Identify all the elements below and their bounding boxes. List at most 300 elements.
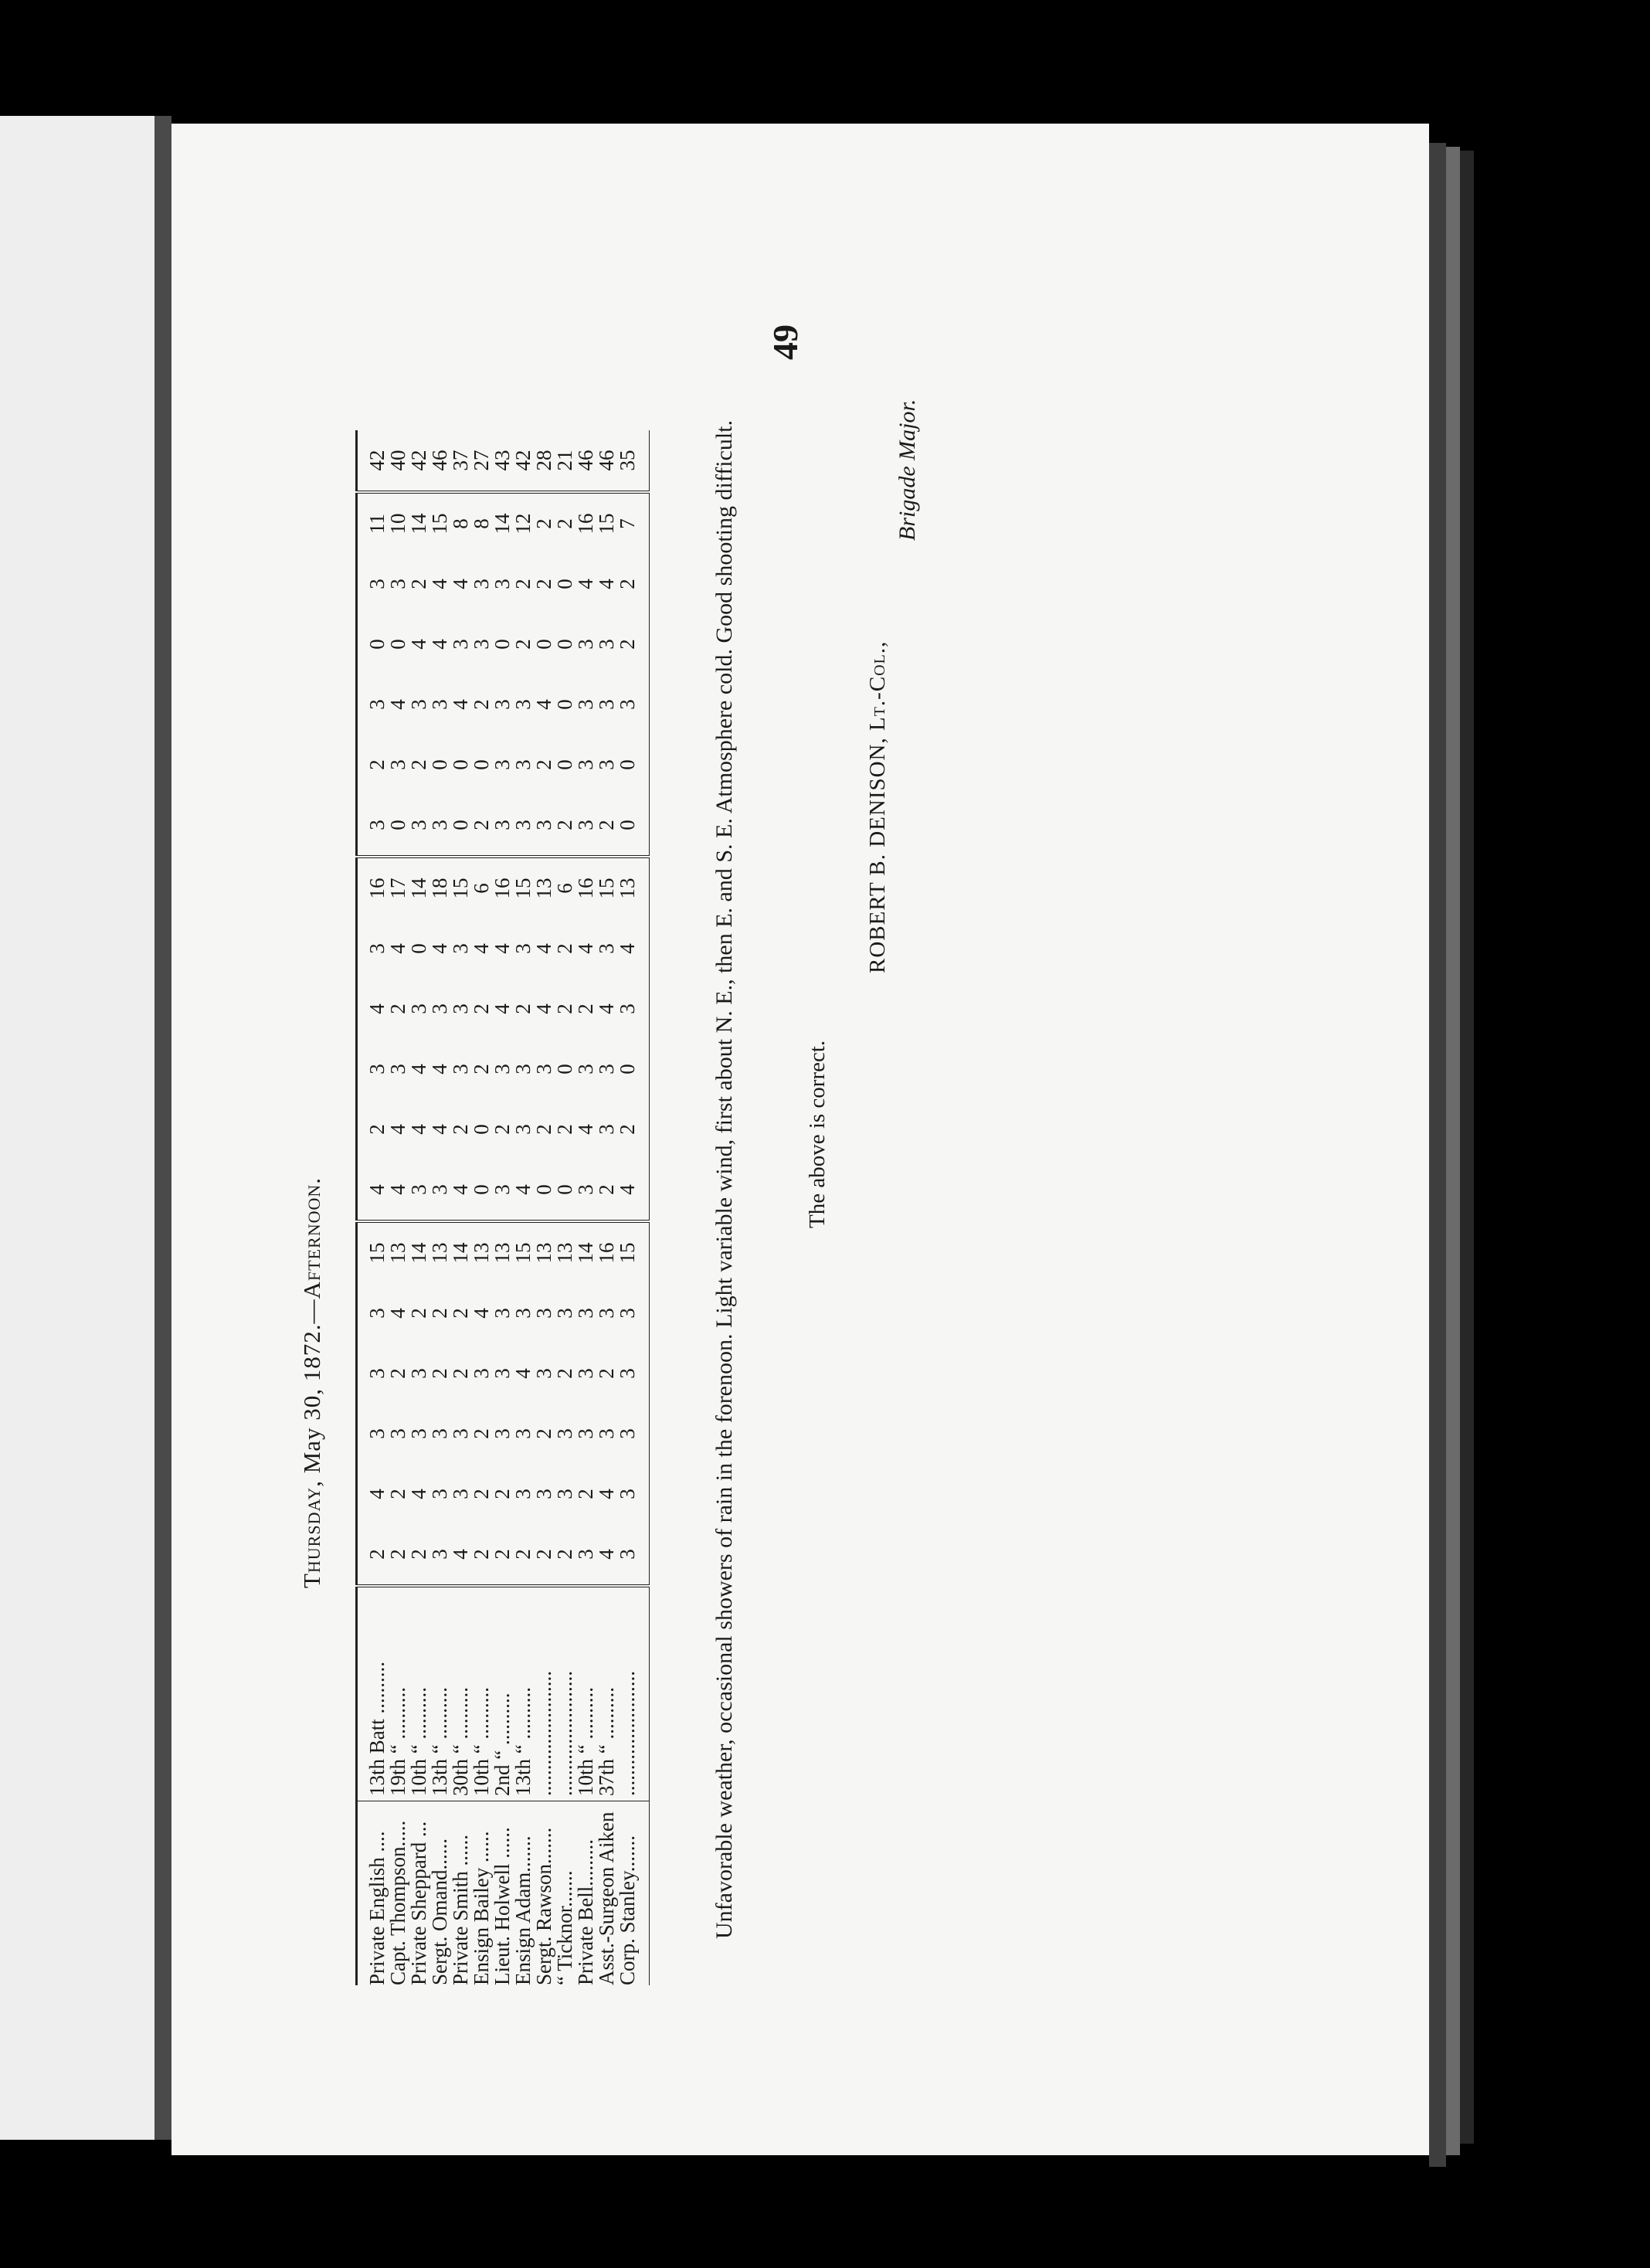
shot-score: 4 <box>449 1549 472 1560</box>
competitor-corps: 13th Batt .......... <box>357 1586 389 1801</box>
table-row <box>409 430 429 1985</box>
shot-score: 3 <box>532 1489 555 1499</box>
range-total: 16 <box>575 857 596 918</box>
shot-score: 3 <box>574 1368 597 1379</box>
competitor-name: Sergt. Rawson....... <box>534 1801 555 1986</box>
grand-total: 42 <box>365 450 389 471</box>
shot-score: 2 <box>553 943 576 954</box>
range-total: 14 <box>409 1221 429 1283</box>
shot-score: 2 <box>511 579 535 589</box>
table-row <box>471 430 492 1985</box>
grand-total: 35 <box>616 450 639 471</box>
shot-score: 3 <box>574 820 597 830</box>
grand-total: 37 <box>449 450 472 471</box>
shot-score: 0 <box>365 639 389 650</box>
competitor-corps: 13th “ .......... <box>429 1586 450 1801</box>
book-gutter <box>154 116 171 2140</box>
shot-score: 3 <box>407 1428 430 1439</box>
shot-score: 4 <box>470 943 493 954</box>
weather-note: Unfavorable weather, occasional showers of rain in the forenoon. Light variable wind, first about N. E., then E. and S. E. Atmosphere cold. Good shooting difficult. <box>711 419 737 1939</box>
table-row <box>555 430 575 1985</box>
range-total: 11 <box>357 492 389 554</box>
shot-score: 2 <box>511 1003 535 1014</box>
shot-score: 4 <box>386 1124 409 1135</box>
shot-score: 3 <box>365 1064 389 1075</box>
page-title <box>298 688 326 2078</box>
shot-score: 3 <box>595 943 618 954</box>
competitor-name: Private Smith ...... <box>450 1801 471 1986</box>
competitor-corps: 10th “ .......... <box>471 1586 492 1801</box>
shot-score: 3 <box>365 1308 389 1319</box>
shot-score: 3 <box>428 699 451 710</box>
competitor-name: Private Sheppard ... <box>409 1801 429 1986</box>
shot-score: 2 <box>553 1003 576 1014</box>
range-total: 12 <box>513 492 534 554</box>
shot-score: 3 <box>574 1308 597 1319</box>
range-total: 13 <box>555 1221 575 1283</box>
range-total: 15 <box>596 857 617 918</box>
range-total: 13 <box>471 1221 492 1283</box>
shot-score: 3 <box>365 1368 389 1379</box>
signature-line <box>865 641 891 973</box>
shot-score: 3 <box>574 699 597 710</box>
range-total: 14 <box>409 857 429 918</box>
shot-score: 4 <box>595 1489 618 1499</box>
shot-score: 4 <box>386 699 409 710</box>
table-row <box>429 430 450 1985</box>
signer-rank: Lt.-Col., <box>865 640 890 731</box>
competitor-name: “ Ticknor....... <box>555 1801 575 1986</box>
grand-total: 42 <box>407 450 430 471</box>
shot-score: 0 <box>449 820 472 830</box>
facing-page <box>0 116 154 2140</box>
range-total: 13 <box>429 1221 450 1283</box>
shot-score: 2 <box>532 1549 555 1560</box>
table-row <box>492 430 513 1985</box>
competitor-corps: 19th “ .......... <box>388 1586 409 1801</box>
shot-score: 3 <box>491 1184 514 1195</box>
competitor-corps: ........................ <box>555 1586 575 1801</box>
range-total: 14 <box>409 492 429 554</box>
table-row <box>617 430 650 1985</box>
shot-score: 4 <box>365 1003 389 1014</box>
competitor-name: Corp. Stanley....... <box>617 1801 650 1986</box>
shot-score: 4 <box>365 1184 389 1195</box>
range-total: 13 <box>534 857 555 918</box>
range-total: 17 <box>388 857 409 918</box>
shot-score: 4 <box>428 1124 451 1135</box>
shot-score: 3 <box>449 639 472 650</box>
shot-score: 3 <box>616 1368 639 1379</box>
shot-score: 3 <box>511 759 535 770</box>
shot-score: 4 <box>407 1064 430 1075</box>
shot-score: 4 <box>449 579 472 589</box>
shot-score: 2 <box>574 1003 597 1014</box>
shot-score: 2 <box>407 1308 430 1319</box>
shot-score: 0 <box>553 759 576 770</box>
shot-score: 4 <box>407 639 430 650</box>
shot-score: 0 <box>470 1184 493 1195</box>
shot-score: 2 <box>386 1489 409 1499</box>
shot-score: 4 <box>428 943 451 954</box>
range-total: 8 <box>450 492 471 554</box>
shot-score: 4 <box>595 579 618 589</box>
shot-score: 4 <box>470 1308 493 1319</box>
shot-score: 3 <box>616 1428 639 1439</box>
shot-score: 3 <box>491 699 514 710</box>
shot-score: 3 <box>365 943 389 954</box>
shot-score: 3 <box>428 1549 451 1560</box>
shot-score: 3 <box>407 1368 430 1379</box>
score-table <box>355 430 650 1985</box>
shot-score: 4 <box>428 639 451 650</box>
shot-score: 3 <box>532 820 555 830</box>
shot-score: 4 <box>386 1308 409 1319</box>
shot-score: 3 <box>386 759 409 770</box>
shot-score: 2 <box>532 759 555 770</box>
shot-score: 2 <box>491 1489 514 1499</box>
competitor-corps: 10th “ .......... <box>409 1586 429 1801</box>
shot-score: 0 <box>553 639 576 650</box>
range-total: 18 <box>429 857 450 918</box>
shot-score: 3 <box>574 759 597 770</box>
range-total: 14 <box>575 1221 596 1283</box>
shot-score: 3 <box>386 1064 409 1075</box>
shot-score: 3 <box>511 1428 535 1439</box>
range-total: 6 <box>471 857 492 918</box>
shot-score: 3 <box>491 1368 514 1379</box>
shot-score: 3 <box>595 1124 618 1135</box>
range-total: 7 <box>617 492 650 554</box>
shot-score: 4 <box>595 1003 618 1014</box>
shot-score: 3 <box>365 1428 389 1439</box>
shot-score: 2 <box>574 1489 597 1499</box>
grand-total: 46 <box>428 450 451 471</box>
range-total: 6 <box>555 857 575 918</box>
shot-score: 0 <box>407 943 430 954</box>
shot-score: 3 <box>532 1308 555 1319</box>
range-total: 13 <box>492 1221 513 1283</box>
shot-score: 0 <box>616 1064 639 1075</box>
shot-score: 2 <box>386 1003 409 1014</box>
shot-score: 3 <box>428 1003 451 1014</box>
shot-score: 3 <box>595 639 618 650</box>
competitor-corps: 30th “ .......... <box>450 1586 471 1801</box>
shot-score: 4 <box>616 1184 639 1195</box>
signer-role: Brigade Major. <box>895 399 920 541</box>
page-number: 49 <box>766 324 805 360</box>
grand-total: 46 <box>595 450 618 471</box>
shot-score: 4 <box>574 943 597 954</box>
competitor-name: Lieut. Holwell ...... <box>492 1801 513 1986</box>
shot-score: 2 <box>595 820 618 830</box>
shot-score: 2 <box>595 1368 618 1379</box>
shot-score: 3 <box>365 699 389 710</box>
shot-score: 4 <box>386 1184 409 1195</box>
shot-score: 3 <box>365 579 389 589</box>
shot-score: 3 <box>553 1428 576 1439</box>
correct-statement: The above is correct. <box>805 1040 830 1228</box>
shot-score: 3 <box>595 759 618 770</box>
shot-score: 3 <box>511 1064 535 1075</box>
shot-score: 2 <box>470 1064 493 1075</box>
shot-score: 3 <box>511 699 535 710</box>
shot-score: 3 <box>407 820 430 830</box>
shot-score: 4 <box>428 1064 451 1075</box>
shot-score: 3 <box>574 639 597 650</box>
shot-score: 3 <box>511 1308 535 1319</box>
table-row <box>388 430 409 1985</box>
shot-score: 0 <box>428 759 451 770</box>
competitor-name: Capt. Thompson..... <box>388 1801 409 1986</box>
range-total: 13 <box>534 1221 555 1283</box>
shot-score: 3 <box>532 1368 555 1379</box>
shot-score: 3 <box>407 699 430 710</box>
shot-score: 2 <box>365 1549 389 1560</box>
shot-score: 2 <box>616 1124 639 1135</box>
shot-score: 3 <box>616 699 639 710</box>
shot-score: 3 <box>428 1428 451 1439</box>
shot-score: 0 <box>470 759 493 770</box>
shot-score: 3 <box>553 1308 576 1319</box>
competitor-name: Ensign Bailey ...... <box>471 1801 492 1986</box>
shot-score: 2 <box>470 1003 493 1014</box>
shot-score: 2 <box>449 1308 472 1319</box>
shot-score: 4 <box>491 1003 514 1014</box>
shot-score: 0 <box>553 1064 576 1075</box>
range-total: 15 <box>513 857 534 918</box>
shot-score: 2 <box>553 1549 576 1560</box>
shot-score: 2 <box>491 1549 514 1560</box>
grand-total: 43 <box>491 450 514 471</box>
signer-name: ROBERT B. DENISON, <box>865 731 890 973</box>
shot-score: 3 <box>470 579 493 589</box>
table-row <box>513 430 534 1985</box>
shot-score: 0 <box>553 1184 576 1195</box>
grand-total: 28 <box>532 450 555 471</box>
shot-score: 3 <box>595 699 618 710</box>
shot-score: 4 <box>574 579 597 589</box>
shot-score: 3 <box>491 579 514 589</box>
shot-score: 4 <box>532 1003 555 1014</box>
shot-score: 4 <box>449 699 472 710</box>
shot-score: 4 <box>407 1124 430 1135</box>
competitor-corps: 13th “ .......... <box>513 1586 534 1801</box>
shot-score: 2 <box>532 1124 555 1135</box>
shot-score: 2 <box>470 1428 493 1439</box>
shot-score: 2 <box>491 1124 514 1135</box>
shot-score: 3 <box>532 1064 555 1075</box>
rotated-page-content <box>224 178 1460 2078</box>
shot-score: 4 <box>407 1489 430 1499</box>
shot-score: 2 <box>553 820 576 830</box>
range-total: 16 <box>596 1221 617 1283</box>
shot-score: 3 <box>616 1308 639 1319</box>
shot-score: 3 <box>449 943 472 954</box>
shot-score: 0 <box>386 639 409 650</box>
range-total: 15 <box>450 857 471 918</box>
competitor-name: Asst.-Surgeon Aiken <box>596 1801 617 1986</box>
shot-score: 3 <box>491 1308 514 1319</box>
grand-total: 42 <box>511 450 535 471</box>
competitor-corps: 2nd “ .......... <box>492 1586 513 1801</box>
range-total: 15 <box>513 1221 534 1283</box>
shot-score: 0 <box>449 759 472 770</box>
range-total: 2 <box>534 492 555 554</box>
shot-score: 3 <box>616 1003 639 1014</box>
shot-score: 2 <box>470 1489 493 1499</box>
shot-score: 3 <box>511 943 535 954</box>
range-total: 2 <box>555 492 575 554</box>
shot-score: 2 <box>449 1368 472 1379</box>
shot-score: 3 <box>449 1003 472 1014</box>
competitor-name: Sergt. Omand...... <box>429 1801 450 1986</box>
shot-score: 4 <box>491 943 514 954</box>
shot-score: 4 <box>365 1489 389 1499</box>
shot-score: 4 <box>428 579 451 589</box>
shot-score: 3 <box>428 1489 451 1499</box>
shot-score: 2 <box>470 699 493 710</box>
title-session: Afternoon. <box>298 1176 325 1299</box>
shot-score: 3 <box>595 1308 618 1319</box>
shot-score: 4 <box>595 1549 618 1560</box>
shot-score: 3 <box>511 1489 535 1499</box>
shot-score: 3 <box>491 759 514 770</box>
shot-score: 2 <box>553 1124 576 1135</box>
shot-score: 3 <box>407 1184 430 1195</box>
shot-score: 3 <box>511 1124 535 1135</box>
shot-score: 2 <box>511 1549 535 1560</box>
shot-score: 2 <box>449 1124 472 1135</box>
shot-score: 2 <box>532 1428 555 1439</box>
grand-total: 46 <box>574 450 597 471</box>
shot-score: 3 <box>491 1064 514 1075</box>
range-total: 16 <box>492 857 513 918</box>
shot-score: 0 <box>553 579 576 589</box>
shot-score: 3 <box>595 1064 618 1075</box>
shot-score: 2 <box>428 1368 451 1379</box>
shot-score: 3 <box>574 1428 597 1439</box>
shot-score: 4 <box>532 943 555 954</box>
shot-score: 2 <box>532 579 555 589</box>
shot-score: 3 <box>511 820 535 830</box>
shot-score: 0 <box>532 1184 555 1195</box>
range-total: 15 <box>429 492 450 554</box>
shot-score: 3 <box>407 1003 430 1014</box>
grand-total: 21 <box>553 450 576 471</box>
shot-score: 4 <box>532 699 555 710</box>
shot-score: 3 <box>386 1428 409 1439</box>
shot-score: 2 <box>386 1368 409 1379</box>
shot-score: 4 <box>616 943 639 954</box>
shot-score: 3 <box>491 1428 514 1439</box>
shot-score: 2 <box>365 759 389 770</box>
range-total: 10 <box>388 492 409 554</box>
grand-total: 27 <box>470 450 493 471</box>
shot-score: 0 <box>532 639 555 650</box>
competitor-corps: ........................ <box>534 1586 555 1801</box>
grand-total: 40 <box>386 450 409 471</box>
shot-score: 3 <box>449 1428 472 1439</box>
shot-score: 0 <box>470 1124 493 1135</box>
table-row <box>357 430 389 1985</box>
shot-score: 3 <box>449 1489 472 1499</box>
range-total: 15 <box>357 1221 389 1283</box>
range-total: 16 <box>357 857 389 918</box>
range-total: 14 <box>492 492 513 554</box>
shot-score: 3 <box>428 820 451 830</box>
shot-score: 3 <box>553 1489 576 1499</box>
shot-score: 3 <box>574 1064 597 1075</box>
shot-score: 4 <box>574 1124 597 1135</box>
shot-score: 2 <box>365 1124 389 1135</box>
shot-score: 2 <box>616 639 639 650</box>
shot-score: 3 <box>386 579 409 589</box>
table-row <box>534 430 555 1985</box>
range-total: 13 <box>388 1221 409 1283</box>
shot-score: 3 <box>470 639 493 650</box>
shot-score: 4 <box>511 1184 535 1195</box>
shot-score: 0 <box>386 820 409 830</box>
shot-score: 4 <box>386 943 409 954</box>
shot-score: 2 <box>407 1549 430 1560</box>
competitor-name: Private English .... <box>357 1801 389 1986</box>
competitor-corps: 37th “ .......... <box>596 1586 617 1801</box>
table-row <box>450 430 471 1985</box>
table-row <box>575 430 596 1985</box>
competitor-corps: 10th “ .......... <box>575 1586 596 1801</box>
shot-score: 0 <box>553 699 576 710</box>
page-edge <box>1460 151 1474 2144</box>
range-total: 16 <box>575 492 596 554</box>
shot-score: 3 <box>365 820 389 830</box>
title-date: May 30, 1872.— <box>298 1299 325 1481</box>
title-day: Thursday, <box>298 1480 325 1589</box>
shot-score: 4 <box>449 1184 472 1195</box>
range-total: 15 <box>617 1221 650 1283</box>
competitor-name: Ensign Adam....... <box>513 1801 534 1986</box>
shot-score: 2 <box>428 1308 451 1319</box>
shot-score: 3 <box>428 1184 451 1195</box>
shot-score: 3 <box>616 1489 639 1499</box>
range-total: 15 <box>596 492 617 554</box>
shot-score: 2 <box>553 1368 576 1379</box>
shot-score: 3 <box>574 1184 597 1195</box>
shot-score: 3 <box>595 1428 618 1439</box>
shot-score: 3 <box>449 1064 472 1075</box>
shot-score: 2 <box>470 1549 493 1560</box>
shot-score: 3 <box>616 1549 639 1560</box>
shot-score: 3 <box>470 1368 493 1379</box>
shot-score: 2 <box>511 639 535 650</box>
competitor-name: Private Bell......... <box>575 1801 596 1986</box>
shot-score: 0 <box>491 639 514 650</box>
shot-score: 2 <box>595 1184 618 1195</box>
competitor-corps: ........................ <box>617 1586 650 1801</box>
shot-score: 0 <box>616 759 639 770</box>
range-total: 8 <box>471 492 492 554</box>
shot-score: 2 <box>407 579 430 589</box>
shot-score: 2 <box>470 820 493 830</box>
shot-score: 0 <box>616 820 639 830</box>
table-row <box>596 430 617 1985</box>
range-total: 13 <box>617 857 650 918</box>
shot-score: 2 <box>386 1549 409 1560</box>
shot-score: 2 <box>616 579 639 589</box>
shot-score: 3 <box>491 820 514 830</box>
shot-score: 3 <box>574 1549 597 1560</box>
range-total: 14 <box>450 1221 471 1283</box>
